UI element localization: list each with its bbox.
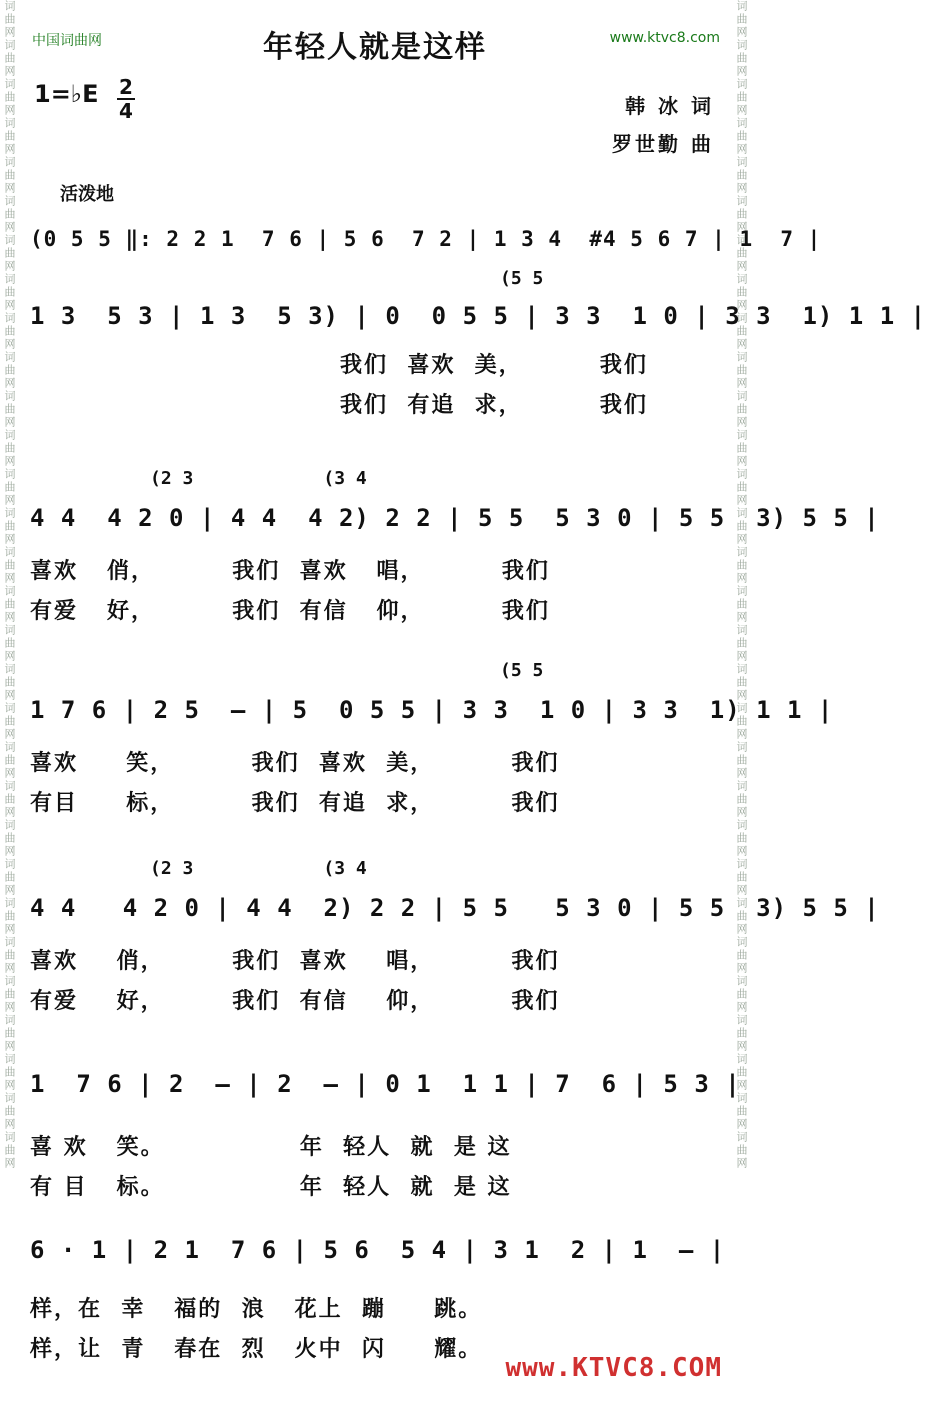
site-url-right: www.ktvc8.com: [609, 30, 720, 46]
edge-watermark-right: 词曲网词曲网词曲网词曲网词曲网词曲网词曲网词曲网词曲网词曲网词曲网词曲网词曲网词曲网词曲网词曲网词曲网词曲网词曲网词曲网词曲网词曲网词曲网词曲网词曲网词曲网词曲网词曲网词曲网词曲网: [735, 0, 748, 1170]
lyric-verse-2: 有目 标， 我们 有追 求， 我们: [30, 791, 560, 816]
grace-notes: (2 3 (3 4: [150, 468, 367, 489]
score-system-2: [30, 268, 926, 419]
lyric-verse-2: 有爱 好， 我们 有信 仰， 我们: [30, 599, 550, 624]
score-system-1: [30, 205, 822, 251]
key-signature: 1=♭E: [34, 80, 99, 108]
song-title: 年轻人就是这样: [263, 30, 487, 65]
grace-notes: (5 5: [500, 660, 544, 681]
grace-notes: [30, 205, 730, 227]
lyric-verse-1: 喜欢 笑， 我们 喜欢 美， 我们: [30, 751, 560, 776]
lyric-verse-2: 有 目 标。 年 轻人 就 是 这: [30, 1175, 512, 1200]
score-system-3: [30, 468, 880, 625]
grace-notes: (2 3 (3 4: [150, 858, 367, 879]
score-system-7: [30, 1232, 730, 1363]
notation-line: (0 5 5 ‖: 2 2 1 7 6 | 5 6 7 2 | 1 3 4 #4 5 6 7 | 1 7 |: [30, 227, 822, 251]
notation-line: 1 3 5 3 | 1 3 5 3) | 0 0 5 5 | 3 3 1 0 | 3 3 1) 1 1 |: [30, 302, 926, 330]
edge-watermark-left: 词曲网词曲网词曲网词曲网词曲网词曲网词曲网词曲网词曲网词曲网词曲网词曲网词曲网词曲网词曲网词曲网词曲网词曲网词曲网词曲网词曲网词曲网词曲网词曲网词曲网词曲网词曲网词曲网词曲网词曲网: [3, 0, 16, 1170]
lyricist-credit: 韩 冰 词: [625, 94, 714, 118]
notation-line: 1 7 6 | 2 — | 2 — | 0 1 1 1 | 7 6 | 5 3 |: [30, 1070, 741, 1098]
composer-credit: 罗世勤 曲: [612, 132, 714, 156]
lyric-verse-2: 样，让 青 春在 烈 火中 闪 耀。: [30, 1337, 483, 1362]
site-watermark: www.KTVC8.COM: [505, 1353, 722, 1383]
tempo-marking: 活泼地: [60, 184, 114, 205]
time-signature: [117, 76, 135, 122]
lyric-verse-1: 样，在 幸 福的 浪 花上 蹦 跳。: [30, 1297, 483, 1322]
lyric-verse-1: 我们 喜欢 美， 我们: [340, 353, 648, 378]
lyric-verse-2: 有爱 好， 我们 有信 仰， 我们: [30, 989, 560, 1014]
score-system-4: [30, 660, 834, 817]
lyric-verse-1: 喜 欢 笑。 年 轻人 就 是 这: [30, 1135, 512, 1160]
grace-notes: (5 5: [500, 268, 544, 289]
score-system-5: [30, 858, 880, 1015]
notation-line: 1 7 6 | 2 5 — | 5 0 5 5 | 3 3 1 0 | 3 3 1) 1 1 |: [30, 696, 834, 724]
lyric-verse-1: 喜欢 俏， 我们 喜欢 唱， 我们: [30, 949, 560, 974]
lyric-verse-1: 喜欢 俏， 我们 喜欢 唱， 我们: [30, 559, 550, 584]
notation-line: 4 4 4 2 0 | 4 4 4 2) 2 2 | 5 5 5 3 0 | 5 5 3) 5 5 |: [30, 504, 880, 532]
lyric-verse-2: 我们 有追 求， 我们: [340, 393, 648, 418]
notation-line: 4 4 4 2 0 | 4 4 2) 2 2 | 5 5 5 3 0 | 5 5 3) 5 5 |: [30, 894, 880, 922]
time-signature-top: 2: [119, 75, 133, 99]
notation-line: 6 · 1 | 2 1 7 6 | 5 6 5 4 | 3 1 2 | 1 — |: [30, 1236, 726, 1264]
time-signature-bottom: 4: [119, 99, 133, 123]
score-system-6: [30, 1062, 741, 1201]
site-name-left: 中国词曲网: [32, 33, 102, 49]
